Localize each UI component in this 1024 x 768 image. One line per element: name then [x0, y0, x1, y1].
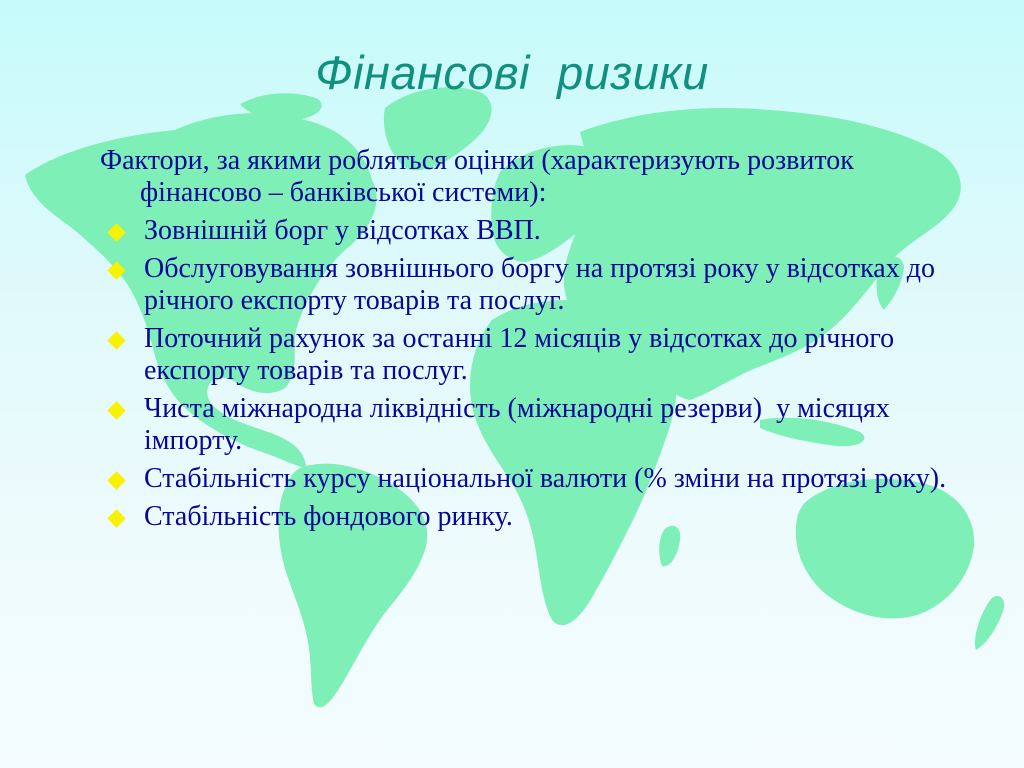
list-item-text: Чиста міжнародна ліквідність (міжнародні резерви) у місяцях імпорту. [144, 393, 897, 456]
slide-content [100, 145, 980, 539]
diamond-bullet-icon [107, 261, 125, 279]
diamond-bullet-icon [107, 401, 125, 419]
new-zealand-shape [975, 596, 1004, 650]
diamond-bullet-icon [107, 471, 125, 489]
bullet-list [100, 215, 980, 533]
diamond-bullet-icon [107, 223, 125, 241]
list-item-text: Зовнішній борг у відсотках ВВП. [144, 215, 541, 246]
slide-title: Фінансові ризики [315, 46, 709, 99]
intro-text: Фактори, за якими робляться оцінки (характеризують розвиток фінансово – банківської системи): [100, 145, 861, 208]
list-item [100, 501, 980, 533]
list-item-text: Обслуговування зовнішнього боргу на протязі року у відсотках до річного експорту товарів та послуг. [144, 253, 942, 316]
list-item [100, 463, 980, 495]
list-item-text: Стабільність фондового ринку. [144, 501, 513, 532]
list-item-text: Поточний рахунок за останні 12 місяців у відсотках до річного експорту товарів та послуг. [144, 323, 902, 386]
list-item [100, 215, 980, 247]
list-item [100, 253, 980, 317]
list-item [100, 393, 980, 457]
diamond-bullet-icon [107, 331, 125, 349]
diamond-bullet-icon [107, 509, 125, 527]
list-item [100, 323, 980, 387]
list-item-text: Стабільність курсу національної валюти (% зміни на протязі року). [144, 463, 947, 494]
